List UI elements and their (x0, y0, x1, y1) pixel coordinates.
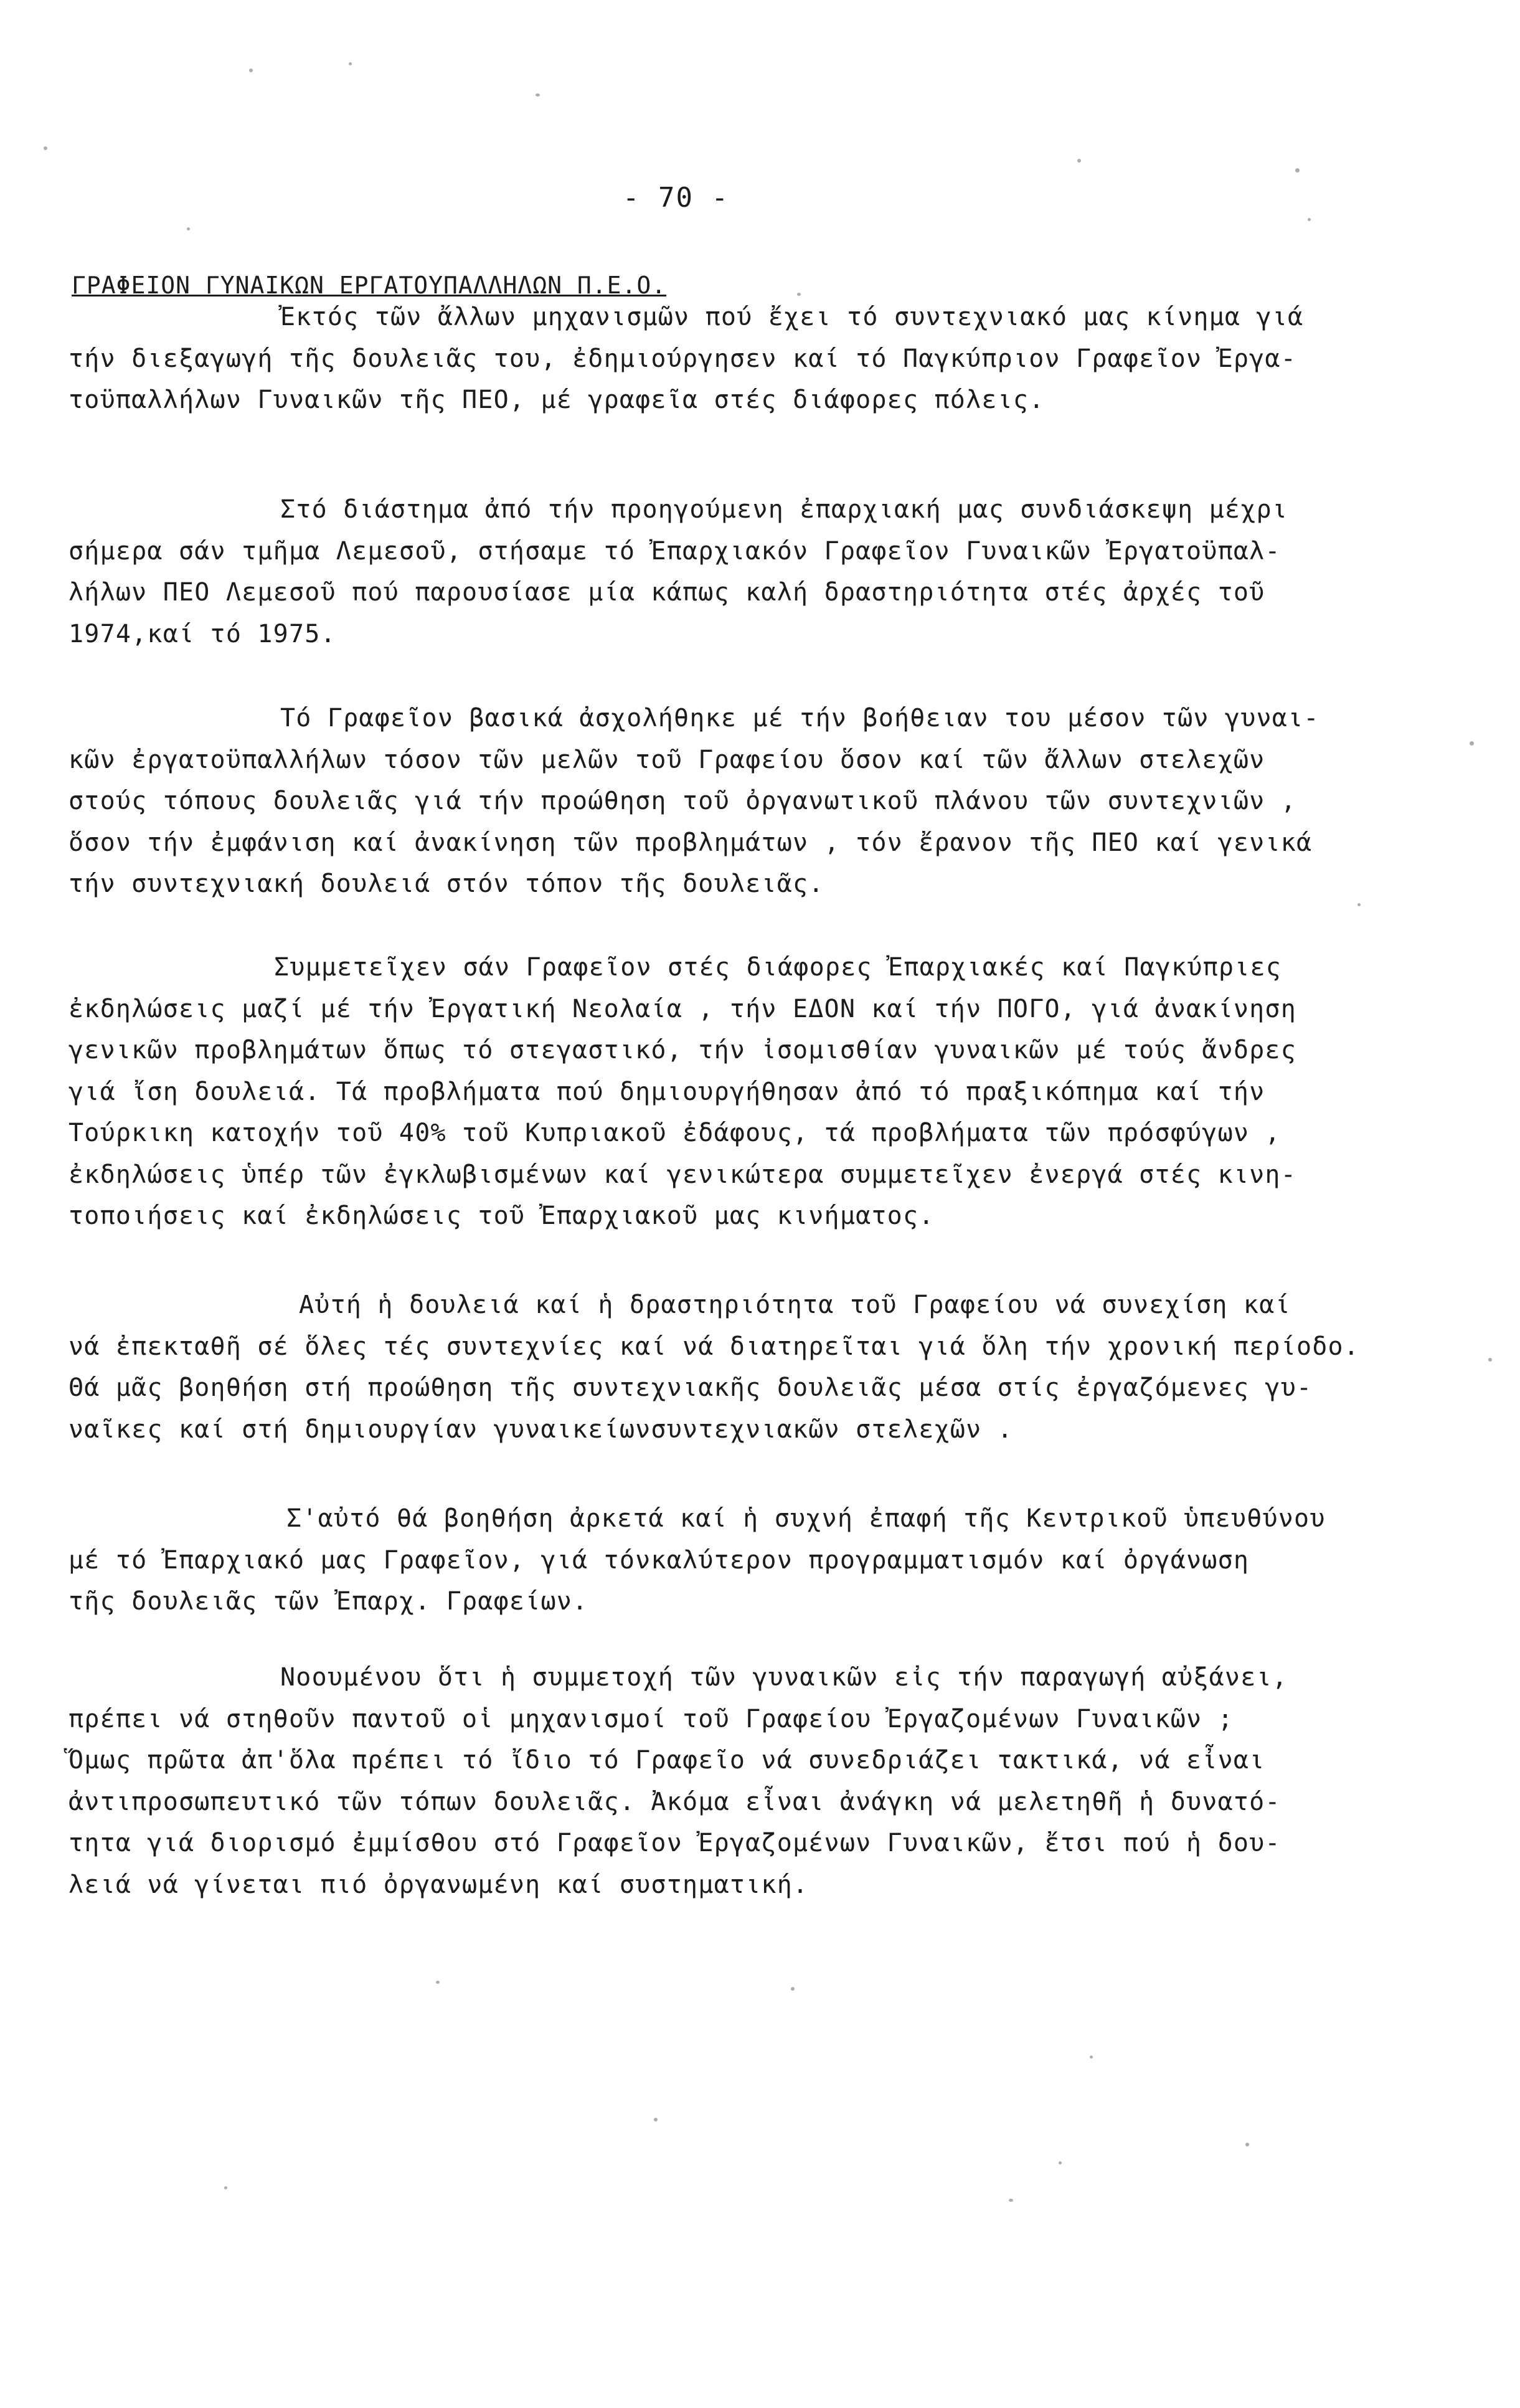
scan-noise (349, 62, 352, 65)
scan-noise (1308, 218, 1311, 221)
scan-noise (249, 69, 253, 72)
paragraph-line: στούς τόπους δουλειᾶς γιά τήν προώθηση τοῦ ὀργανωτικοῦ πλάνου τῶν συντεχνιῶν , (68, 787, 1296, 815)
paragraph-line: Ἐκτός τῶν ἄλλων μηχανισμῶν πού ἔχει τό συντεχνιακό μας κίνημα γιά (280, 303, 1304, 331)
scan-noise (1470, 741, 1474, 746)
paragraph-line: Συμμετεῖχεν σάν Γραφεῖον στές διάφορες Ἐπαρχιακές καί Παγκύπριες (274, 953, 1282, 982)
paragraph-line: κῶν ἐργατοϋπαλλήλων τόσον τῶν μελῶν τοῦ Γραφείου ὅσον καί τῶν ἄλλων στελεχῶν (68, 745, 1265, 774)
paragraph-7 (68, 1657, 1389, 1905)
paragraph-line: γενικῶν προβλημάτων ὅπως τό στεγαστικό, τήν ἰσομισθίαν γυναικῶν μέ τούς ἄνδρες (68, 1036, 1296, 1064)
paragraph-line: πρέπει νά στηθοῦν παντοῦ οἱ μηχανισμοί τοῦ Γραφείου Ἐργαζομένων Γυναικῶν ; (68, 1704, 1234, 1733)
paragraph-line: λήλων ΠΕΟ Λεμεσοῦ πού παρουσίασε μία κάπως καλή δραστηριότητα στές ἀρχές τοῦ (68, 578, 1265, 607)
paragraph-line: Ὅμως πρῶτα ἀπ'ὅλα πρέπει τό ἴδιο τό Γραφεῖο νά συνεδριάζει τακτικά, νά εἶναι (68, 1746, 1265, 1775)
scan-noise (791, 1987, 795, 1991)
paragraph-line: Σ'αὐτό θά βοηθήση ἀρκετά καί ἡ συχνή ἐπαφή τῆς Κεντρικοῦ ὑπευθύνου (286, 1504, 1326, 1533)
scan-noise (187, 227, 190, 230)
scan-noise (536, 93, 540, 97)
paragraph-2 (68, 489, 1389, 655)
scan-noise (44, 146, 47, 150)
paragraph-line: Τούρκικη κατοχήν τοῦ 40% τοῦ Κυπριακοῦ ἐδάφους, τά προβλήματα τῶν πρόσφύγων , (68, 1119, 1281, 1147)
paragraph-line: ναῖκες καί στή δημιουργίαν γυναικείωνσυντεχνιακῶν στελεχῶν . (68, 1415, 1013, 1444)
paragraph-line: τῆς δουλειᾶς τῶν Ἐπαρχ. Γραφείων. (68, 1587, 588, 1616)
paragraph-6 (68, 1498, 1389, 1623)
scan-noise (797, 293, 801, 296)
paragraph-5 (68, 1284, 1389, 1450)
scan-noise (436, 1981, 440, 1984)
scan-noise (654, 2118, 658, 2121)
paragraph-1 (68, 296, 1389, 421)
paragraph-line: μέ τό Ἐπαρχιακό μας Γραφεῖον, γιά τόνκαλύτερον προγραμματισμόν καί ὀργάνωση (68, 1545, 1250, 1575)
scan-noise (1059, 2161, 1062, 2164)
scan-noise (1009, 2199, 1013, 2202)
paragraph-line: γιά ἴση δουλειά. Τά προβλήματα πού δημιουργήθησαν ἀπό τό πραξικόπημα καί τήν (68, 1077, 1265, 1106)
paragraph-line: Νοουμένου ὅτι ἡ συμμετοχή τῶν γυναικῶν εἰς τήν παραγωγή αὐξάνει, (280, 1663, 1288, 1692)
paragraph-line: τήν συντεχνιακή δουλειά στόν τόπον τῆς δουλειᾶς. (68, 870, 824, 898)
paragraph-4 (68, 947, 1389, 1237)
paragraph-line: τοϋπαλλήλων Γυναικῶν τῆς ΠΕΟ, μέ γραφεῖα στές διάφορες πόλεις. (68, 386, 1045, 414)
paragraph-line: σήμερα σάν τμῆμα Λεμεσοῦ, στήσαμε τό Ἐπαρχιακόν Γραφεῖον Γυναικῶν Ἐργατοϋπαλ- (68, 536, 1281, 566)
paragraph-line: ὅσον τήν ἐμφάνιση καί ἀνακίνηση τῶν προβλημάτων , τόν ἔρανον τῆς ΠΕΟ καί γενικά (68, 828, 1313, 857)
paragraph-line: Αὐτή ἡ δουλειά καί ἡ δραστηριότητα τοῦ Γραφείου νά συνεχίση καί (299, 1291, 1291, 1319)
paragraph-line: λειά νά γίνεται πιό ὀργανωμένη καί συστηματική. (68, 1870, 809, 1899)
paragraph-line: τοποιήσεις καί ἐκδηλώσεις τοῦ Ἐπαρχιακοῦ μας κινήματος. (68, 1202, 935, 1230)
section-heading: ΓΡΑΦΕΙΟΝ ΓΥΝΑΙΚΩΝ ΕΡΓΑΤΟΥΠΑΛΛΗΛΩΝ Π.Ε.Ο. (72, 272, 667, 299)
page-number: - 70 - (623, 182, 729, 214)
paragraph-3 (68, 698, 1389, 905)
paragraph-line: ἀντιπροσωπευτικό τῶν τόπων δουλειᾶς. Ἀκόμα εἶναι ἀνάγκη νά μελετηθῆ ἡ δυνατό- (68, 1787, 1281, 1816)
scan-noise (1488, 1358, 1492, 1362)
paragraph-line: ἐκδηλώσεις ὑπέρ τῶν ἐγκλωβισμένων καί γενικώτερα συμμετεῖχεν ἐνεργά στές κινη- (68, 1160, 1296, 1189)
scan-noise (1357, 903, 1361, 906)
paragraph-line: τητα γιά διορισμό ἐμμίσθου στό Γραφεῖον Ἐργαζομένων Γυναικῶν, ἔτσι πού ἡ δου- (68, 1829, 1281, 1857)
scan-noise (1077, 159, 1081, 163)
paragraph-line: Θά μᾶς βοηθήση στή προώθηση τῆς συντεχνιακῆς δουλειᾶς μέσα στίς ἐργαζόμενες γυ- (68, 1373, 1313, 1402)
scan-noise (224, 2186, 227, 2189)
scan-noise (1295, 168, 1300, 173)
paragraph-line: Στό διάστημα ἀπό τήν προηγούμενη ἐπαρχιακή μας συνδιάσκεψη μέχρι (280, 495, 1288, 524)
paragraph-line: Τό Γραφεῖον βασικά ἀσχολήθηκε μέ τήν βοήθειαν του μέσον τῶν γυναι- (280, 704, 1319, 732)
paragraph-line: ἐκδηλώσεις μαζί μέ τήν Ἐργατική Νεολαία , τήν ΕΔΟΝ καί τήν ΠΟΓΟ, γιά ἀνακίνηση (68, 994, 1296, 1023)
paragraph-line: τήν διεξαγωγή τῆς δουλειᾶς του, ἐδημιούργησεν καί τό Παγκύπριον Γραφεῖον Ἐργα- (68, 344, 1296, 373)
scan-noise (1245, 2143, 1249, 2146)
paragraph-line: νά ἐπεκταθῆ σέ ὅλες τές συντεχνίες καί νά διατηρεῖται γιά ὅλη τήν χρονική περίοδο. (68, 1332, 1360, 1361)
paragraph-line: 1974,καί τό 1975. (68, 619, 336, 648)
scan-noise (1090, 2055, 1093, 2059)
